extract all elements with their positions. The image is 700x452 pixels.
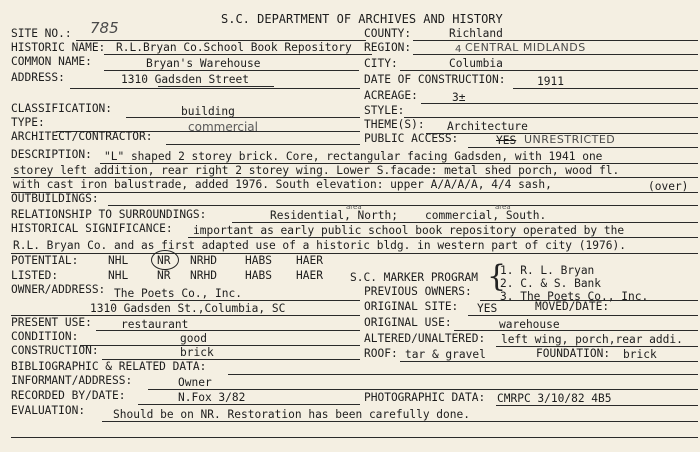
area-note-2: area xyxy=(495,203,511,211)
city-label: CITY: xyxy=(364,57,398,70)
historical-significance-label: HISTORICAL SIGNIFICANCE: xyxy=(11,222,173,235)
rule xyxy=(413,54,698,55)
classification-value: building xyxy=(181,105,235,118)
rule xyxy=(148,389,698,390)
original-site-value: YES xyxy=(477,302,498,315)
rule xyxy=(11,192,698,193)
informant-value: Owner xyxy=(178,376,212,389)
type-label: TYPE: xyxy=(11,116,45,129)
rule xyxy=(104,54,372,55)
evaluation-label: EVALUATION: xyxy=(11,404,86,417)
common-name-value: Bryan's Warehouse xyxy=(146,57,261,70)
marker-item-2: 2. C. & S. Bank xyxy=(500,277,602,290)
rule xyxy=(454,330,698,331)
construction-label: CONSTRUCTION: xyxy=(11,344,99,357)
rule xyxy=(468,147,698,148)
present-use-label: PRESENT USE: xyxy=(11,316,92,329)
rule xyxy=(400,361,698,362)
altered-label: ALTERED/UNALTERED: xyxy=(364,332,486,345)
altered-value: left wing, porch,rear addi. xyxy=(501,333,683,346)
rule xyxy=(404,117,698,118)
relationship-value-a: Residential, North; xyxy=(270,209,398,222)
rule xyxy=(468,315,698,316)
present-use-value: restaurant xyxy=(121,318,189,331)
acreage-label: ACREAGE: xyxy=(364,89,418,102)
marker-brace: { xyxy=(487,259,507,294)
listed-option-nhl: NHL xyxy=(108,269,129,282)
nr-circle-mark xyxy=(151,250,179,270)
recorded-by-label: RECORDED BY/DATE: xyxy=(11,389,126,402)
marker-item-3: 3. The Poets Co., Inc. xyxy=(500,290,649,303)
significance-line-2: R.L. Bryan Co. and as first adapted use of a historic bldg. in western part of city (1976). xyxy=(13,239,626,252)
county-label: COUNTY: xyxy=(364,27,412,40)
acreage-value: 3± xyxy=(452,91,466,104)
potential-option-habs: HABS xyxy=(245,254,272,267)
marker-program-label: S.C. MARKER PROGRAM xyxy=(350,271,478,284)
historic-name-label: HISTORIC NAME: xyxy=(11,41,106,54)
date-construction-label: DATE OF CONSTRUCTION: xyxy=(364,73,506,86)
rule xyxy=(496,405,698,406)
listed-option-nr: NR xyxy=(157,269,171,282)
address-underline xyxy=(158,86,274,87)
classification-label: CLASSIFICATION: xyxy=(11,102,113,115)
rule xyxy=(188,237,698,238)
rule xyxy=(228,374,698,375)
rule xyxy=(70,88,360,89)
site-no-value: 785 xyxy=(90,19,119,37)
recorded-by-value: N.Fox 3/82 xyxy=(178,391,246,404)
city-value: Columbia xyxy=(449,57,503,70)
rule xyxy=(421,103,698,104)
historic-name-value: R.L.Bryan Co.School Book Repository xyxy=(116,41,352,54)
description-over: (over) xyxy=(648,180,689,193)
relationship-value-b: commercial, South. xyxy=(425,209,547,222)
card-title: S.C. DEPARTMENT OF ARCHIVES AND HISTORY xyxy=(221,12,503,26)
common-name-label: COMMON NAME: xyxy=(11,55,92,68)
site-no-label: SITE NO.: xyxy=(11,27,72,40)
marker-item-1: 1. R. L. Bryan xyxy=(500,264,595,277)
potential-option-nrhd: NRHD xyxy=(190,254,217,267)
rule xyxy=(138,404,360,405)
date-construction-value: 1911 xyxy=(537,75,564,88)
original-use-value: warehouse xyxy=(499,318,560,331)
style-label: STYLE: xyxy=(364,104,405,117)
rule xyxy=(11,437,698,438)
rule xyxy=(102,421,698,422)
region-prefix: 4 xyxy=(455,44,462,55)
foundation-value: brick xyxy=(623,348,657,361)
roof-label: ROOF: xyxy=(364,347,398,360)
area-note-1: area xyxy=(346,203,362,211)
potential-label: POTENTIAL: xyxy=(11,254,79,267)
rule xyxy=(104,70,359,71)
original-use-label: ORIGINAL USE: xyxy=(364,316,452,329)
moved-date-label: MOVED/DATE: xyxy=(535,300,610,313)
bibliographic-label: BIBLIOGRAPHIC & RELATED DATA: xyxy=(11,360,207,373)
roof-value: tar & gravel xyxy=(405,348,486,361)
rule xyxy=(400,70,698,71)
significance-line-1: important as early public school book repository operated by the xyxy=(193,224,625,237)
rule xyxy=(80,345,360,346)
public-access-struck: YES xyxy=(496,134,517,147)
public-access-value: UNRESTRICTED xyxy=(524,133,616,146)
potential-option-haer: HAER xyxy=(296,254,323,267)
outbuildings-label: OUTBUILDINGS: xyxy=(11,192,99,205)
evaluation-value: Should be on NR. Restoration has been carefully done. xyxy=(113,408,470,421)
rule xyxy=(108,205,698,206)
county-value: Richland xyxy=(449,27,503,40)
previous-owners-label: PREVIOUS OWNERS: xyxy=(364,285,472,298)
rule xyxy=(232,222,698,223)
original-site-label: ORIGINAL SITE: xyxy=(364,300,459,313)
owner-name: The Poets Co., Inc. xyxy=(114,287,242,300)
rule xyxy=(513,88,698,89)
photographic-value: CMRPC 3/10/82 4B5 xyxy=(497,392,612,405)
owner-address: 1310 Gadsden St.,Columbia, SC xyxy=(90,302,286,315)
description-label: DESCRIPTION: xyxy=(11,148,92,161)
listed-option-habs: HABS xyxy=(245,269,272,282)
foundation-label: FOUNDATION: xyxy=(536,347,611,360)
public-access-label: PUBLIC ACCESS: xyxy=(364,132,459,145)
architect-label: ARCHITECT/CONTRACTOR: xyxy=(11,130,153,143)
rule xyxy=(166,144,360,145)
address-value: 1310 Gadsden Street xyxy=(121,73,249,86)
relationship-label: RELATIONSHIP TO SURROUNDINGS: xyxy=(11,208,207,221)
description-line-3: with cast iron balustrade, added 1976. South elevation: upper A/A/A/A, 4/4 sash, xyxy=(13,178,552,191)
condition-label: CONDITION: xyxy=(11,330,79,343)
description-line-2: storey left addition, rear right 2 storey wing. Lower S.facade: metal shed porch, wood fl. xyxy=(13,164,620,177)
owner-address-label: OWNER/ADDRESS: xyxy=(11,283,106,296)
region-value: CENTRAL MIDLANDS xyxy=(465,41,586,54)
region-label: REGION: xyxy=(364,41,412,54)
potential-option-nhl: NHL xyxy=(108,254,129,267)
condition-value: good xyxy=(180,332,207,345)
rule xyxy=(126,117,360,118)
type-value: commercial xyxy=(188,120,258,134)
address-label: ADDRESS: xyxy=(11,71,65,84)
listed-option-haer: HAER xyxy=(296,269,323,282)
description-line-1: "L" shaped 2 storey brick. Core, rectangular facing Gadsden, with 1941 one xyxy=(104,150,603,163)
potential-option-nr: NR xyxy=(157,254,171,267)
listed-option-nrhd: NRHD xyxy=(190,269,217,282)
theme-value: Architecture xyxy=(447,120,528,133)
construction-value: brick xyxy=(180,346,214,359)
photographic-label: PHOTOGRAPHIC DATA: xyxy=(364,391,486,404)
listed-label: LISTED: xyxy=(11,269,59,282)
theme-label: THEME(S): xyxy=(364,118,425,131)
rule xyxy=(96,330,360,331)
informant-label: INFORMANT/ADDRESS: xyxy=(11,374,133,387)
rule xyxy=(110,300,360,301)
